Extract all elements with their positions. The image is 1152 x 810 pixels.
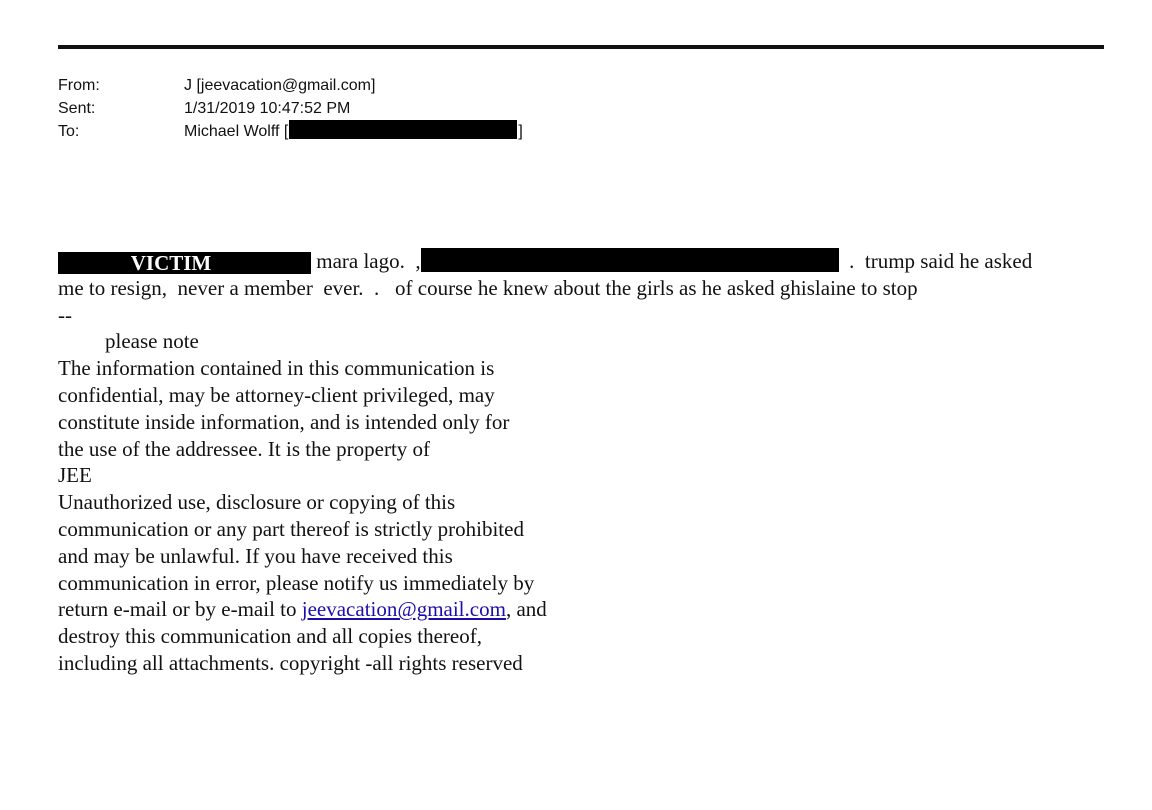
disclaimer-line: the use of the addressee. It is the property of xyxy=(58,436,431,461)
message-body xyxy=(58,248,1032,677)
message-text-b: . trump said he asked xyxy=(838,249,1033,273)
message-line-2: me to resign, never a member ever. . of course he knew about the girls as he asked ghislaine to stop xyxy=(58,275,918,300)
disclaimer-line: and may be unlawful. If you have received this xyxy=(58,543,453,568)
disclaimer-line: including all attachments. copyright -all rights reserved xyxy=(58,650,523,675)
disclaimer-line: destroy this communication and all copies thereof, xyxy=(58,624,482,649)
redaction-box xyxy=(289,120,517,139)
disclaimer-line: Unauthorized use, disclosure or copying of this xyxy=(58,490,456,515)
sent-row xyxy=(58,97,523,120)
sent-label: Sent: xyxy=(58,100,96,117)
to-name: Michael Wolff [ xyxy=(184,123,289,140)
disclaimer-line: confidential, may be attorney-client privileged, may xyxy=(58,382,495,407)
message-line-1 xyxy=(58,248,1032,275)
to-close: ] xyxy=(518,123,523,140)
disclaimer-line: JEE xyxy=(58,463,92,488)
return-prefix: return e-mail or by e-mail to xyxy=(58,597,302,622)
to-row xyxy=(58,120,523,143)
to-value xyxy=(184,120,523,143)
from-row xyxy=(58,74,523,97)
email-link[interactable]: jeevacation@gmail.com xyxy=(301,597,506,622)
disclaimer-line: communication in error, please notify us immediately by xyxy=(58,570,535,595)
disclaimer-line: communication or any part thereof is strictly prohibited xyxy=(58,516,524,541)
email-header xyxy=(58,74,523,143)
from-label: From: xyxy=(58,77,100,94)
redaction-box xyxy=(421,248,839,272)
signature-separator: -- xyxy=(58,302,72,327)
disclaimer-line-return xyxy=(58,596,1032,623)
victim-redaction-label: VICTIM xyxy=(58,252,311,274)
to-label: To: xyxy=(58,123,80,140)
disclaimer-note: please note xyxy=(105,329,199,354)
sent-value: 1/31/2019 10:47:52 PM xyxy=(184,100,351,117)
disclaimer-line: The information contained in this communication is xyxy=(58,356,495,381)
from-value: J [jeevacation@gmail.com] xyxy=(184,77,376,94)
message-text-a: mara lago. xyxy=(311,249,416,273)
disclaimer-line: constitute inside information, and is intended only for xyxy=(58,409,510,434)
header-rule xyxy=(58,45,1104,49)
message-dot: , xyxy=(415,249,421,273)
return-suffix: , and xyxy=(505,597,547,622)
